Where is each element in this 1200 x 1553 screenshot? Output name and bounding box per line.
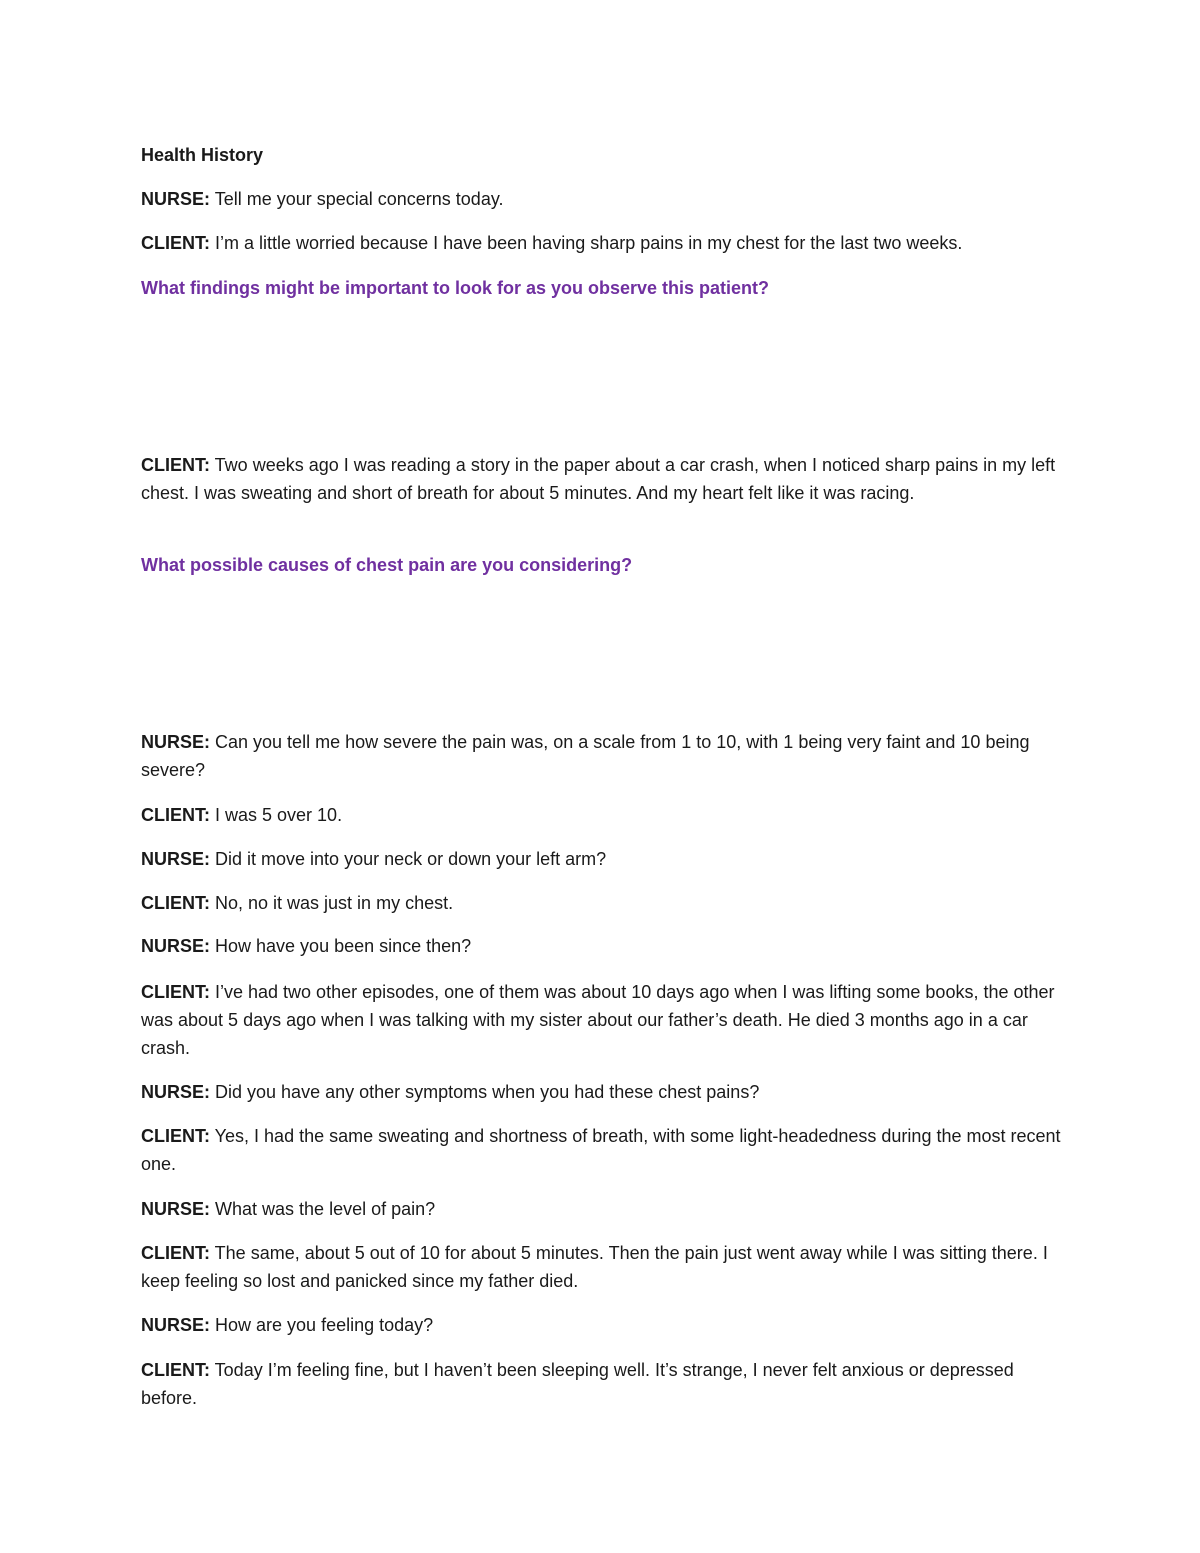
speaker-label: NURSE:: [141, 849, 211, 869]
speaker-label: CLIENT:: [141, 1126, 210, 1146]
dialogue-line: [141, 1311, 1061, 1339]
dialogue-text: How are you feeling today?: [210, 1315, 434, 1335]
speaker-label: CLIENT:: [141, 893, 210, 913]
dialogue-text: I’m a little worried because I have been having sharp pains in my chest for the last two weeks.: [210, 233, 963, 253]
dialogue-line: [141, 932, 1061, 960]
speaker-label: NURSE:: [141, 1315, 211, 1335]
dialogue-line: [141, 1356, 1061, 1412]
dialogue-text: Today I’m feeling fine, but I haven’t been sleeping well. It’s strange, I never felt anxious or depressed before.: [141, 1360, 1014, 1408]
dialogue-text: Did it move into your neck or down your left arm?: [210, 849, 607, 869]
study-question: What possible causes of chest pain are you considering?: [141, 555, 633, 575]
dialogue-line: [141, 1122, 1061, 1178]
dialogue-text: No, no it was just in my chest.: [210, 893, 454, 913]
dialogue-text: How have you been since then?: [210, 936, 472, 956]
dialogue-text: I’ve had two other episodes, one of them was about 10 days ago when I was lifting some books, the other was about 5 days ago when I was talking with my sister about our father’s death. He died 3 months ago in a car crash.: [141, 982, 1055, 1058]
document-title: Health History: [141, 145, 264, 165]
speaker-label: CLIENT:: [141, 455, 210, 475]
speaker-label: NURSE:: [141, 936, 211, 956]
speaker-label: CLIENT:: [141, 1243, 210, 1263]
dialogue-line: [141, 451, 1061, 507]
speaker-label: CLIENT:: [141, 1360, 210, 1380]
dialogue-text: Two weeks ago I was reading a story in the paper about a car crash, when I noticed sharp pains in my left chest. I was sweating and short of breath for about 5 minutes. And my heart felt like it was racing.: [141, 455, 1056, 503]
dialogue-line: [141, 845, 1061, 873]
speaker-label: NURSE:: [141, 1082, 211, 1102]
speaker-label: CLIENT:: [141, 982, 210, 1002]
dialogue-text: Can you tell me how severe the pain was, on a scale from 1 to 10, with 1 being very faint and 10 being severe?: [141, 732, 1030, 780]
speaker-label: CLIENT:: [141, 233, 210, 253]
dialogue-line: [141, 185, 1061, 213]
speaker-label: NURSE:: [141, 732, 211, 752]
dialogue-line: [141, 229, 1061, 257]
dialogue-line: [141, 801, 1061, 829]
dialogue-line: [141, 889, 1061, 917]
speaker-label: CLIENT:: [141, 805, 210, 825]
dialogue-line: [141, 728, 1061, 784]
dialogue-line: [141, 1239, 1061, 1295]
speaker-label: NURSE:: [141, 189, 211, 209]
dialogue-text: Tell me your special concerns today.: [210, 189, 504, 209]
study-question: What findings might be important to look for as you observe this patient?: [141, 278, 770, 298]
dialogue-text: What was the level of pain?: [210, 1199, 436, 1219]
dialogue-line: [141, 1195, 1061, 1223]
dialogue-line: [141, 978, 1061, 1062]
dialogue-text: I was 5 over 10.: [210, 805, 343, 825]
dialogue-line: [141, 1078, 1061, 1106]
speaker-label: NURSE:: [141, 1199, 211, 1219]
dialogue-text: Did you have any other symptoms when you had these chest pains?: [210, 1082, 760, 1102]
dialogue-text: The same, about 5 out of 10 for about 5 minutes. Then the pain just went away while I was sitting there. I keep feeling so lost and panicked since my father died.: [141, 1243, 1048, 1291]
dialogue-text: Yes, I had the same sweating and shortness of breath, with some light-headedness during the most recent one.: [141, 1126, 1061, 1174]
